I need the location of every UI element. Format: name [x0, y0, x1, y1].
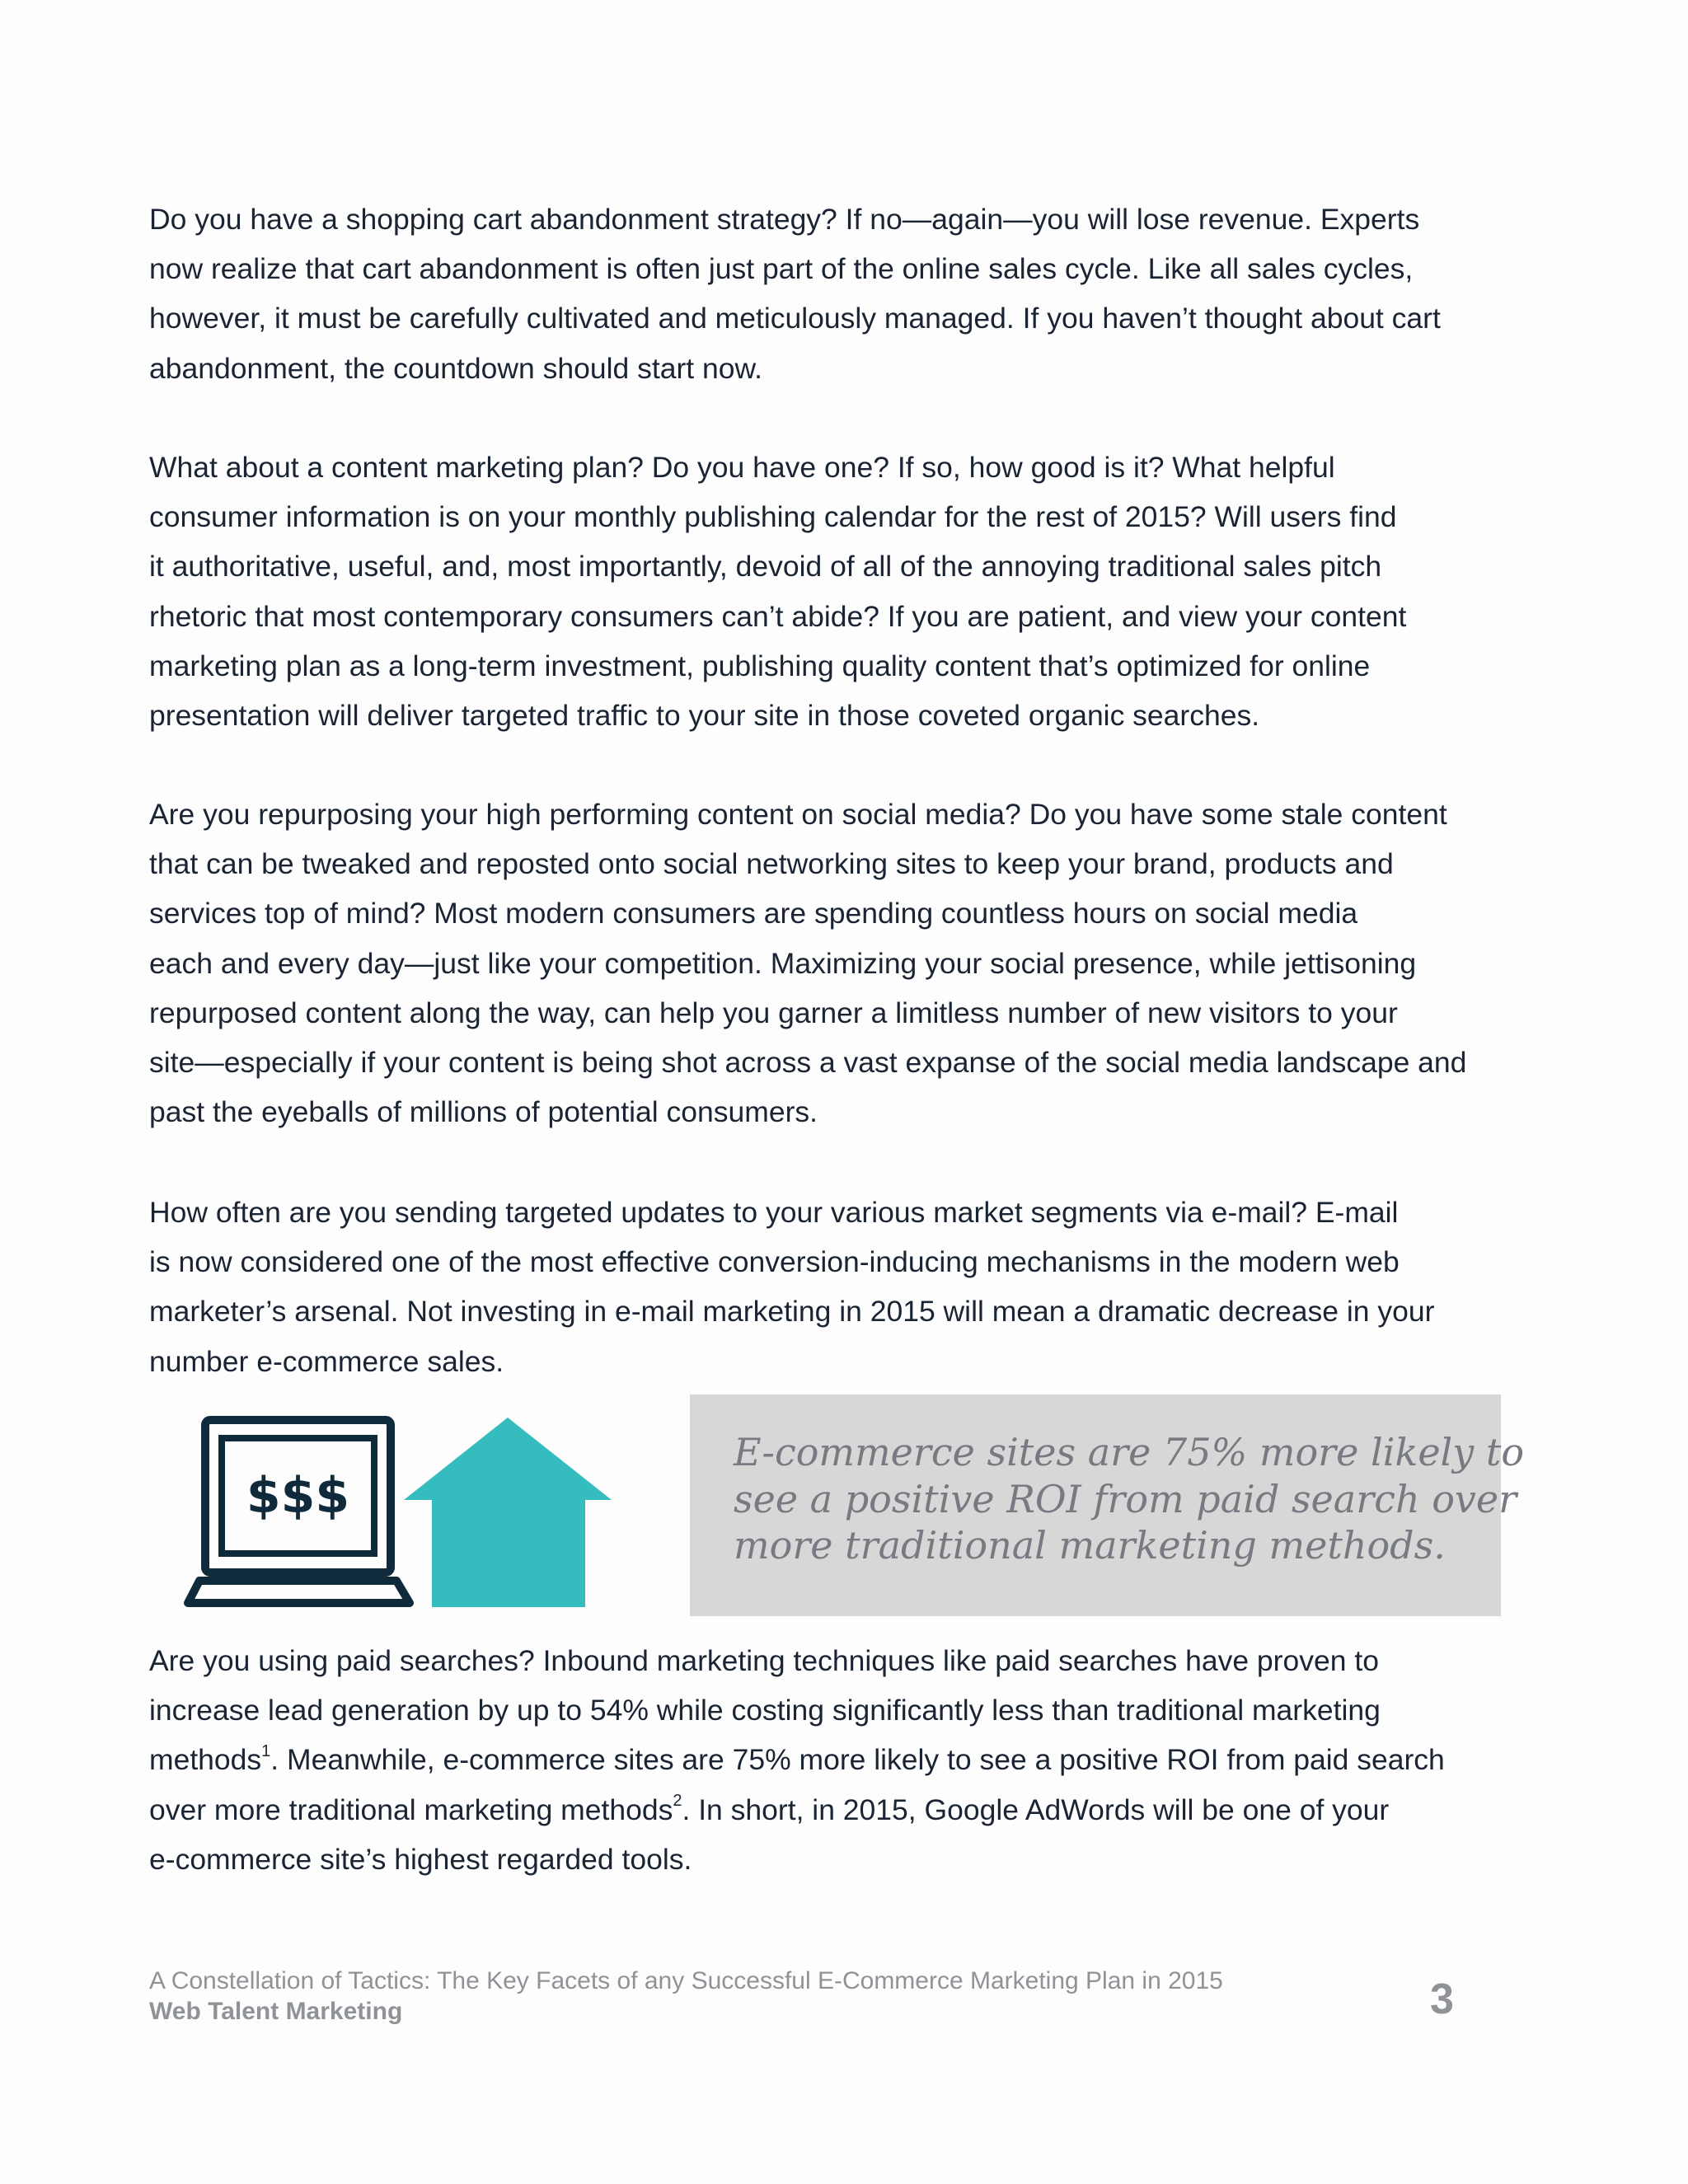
text-fragment: . In short, in 2015, Google AdWords will be one of your: [682, 1793, 1390, 1826]
footer-document-title: A Constellation of Tactics: The Key Facets of any Successful E-Commerce Marketing Plan in 2015: [149, 1967, 1223, 1994]
text-line: increase lead generation by up to 54% while costing significantly less than traditional marketing: [149, 1694, 1381, 1727]
up-arrow-icon: [404, 1418, 612, 1607]
page-number: 3: [1430, 1975, 1454, 2023]
text-line: is now considered one of the most effective conversion-inducing mechanisms in the modern web: [149, 1245, 1400, 1279]
text-line: past the eyeballs of millions of potential consumers.: [149, 1095, 818, 1129]
text-line: marketing plan as a long-term investment, publishing quality content that’s optimized for online: [149, 649, 1371, 682]
callout-line: E-commerce sites are 75% more likely to: [734, 1430, 1525, 1474]
text-line: now realize that cart abandonment is often just part of the online sales cycle. Like all sales cycles,: [149, 252, 1414, 286]
paragraph-content-marketing: [149, 443, 1550, 740]
text-line: number e-commerce sales.: [149, 1344, 504, 1378]
text-line: presentation will deliver targeted traffic to your site in those coveted organic searches.: [149, 699, 1260, 733]
text-line: consumer information is on your monthly publishing calendar for the rest of 2015? Will users find: [149, 500, 1397, 534]
text-line: Do you have a shopping cart abandonment strategy? If no—again—you will lose revenue. Experts: [149, 203, 1420, 236]
laptop-icon: [188, 1420, 410, 1603]
text-line: Are you using paid searches? Inbound marketing techniques like paid searches have proven to: [149, 1644, 1379, 1677]
callout-line: see a positive ROI from paid search over: [734, 1476, 1517, 1521]
text-fragment: . Meanwhile, e-commerce sites are 75% more likely to see a positive ROI from paid search: [270, 1743, 1445, 1777]
footer-brand-name: Web Talent Marketing: [149, 1998, 403, 2025]
roi-illustration-graphic: [183, 1409, 645, 1611]
text-line: each and every day—just like your competition. Maximizing your social presence, while jettisoning: [149, 946, 1417, 980]
text-line: marketer’s arsenal. Not investing in e-mail marketing in 2015 will mean a dramatic decrease in your: [149, 1295, 1435, 1329]
text-fragment: over more traditional marketing methods: [149, 1793, 673, 1826]
text-line: [149, 1735, 1550, 1784]
text-line: How often are you sending targeted updates to your various market segments via e-mail? E-mail: [149, 1196, 1399, 1229]
text-line: e-commerce site’s highest regarded tools.: [149, 1842, 692, 1876]
text-line: Are you repurposing your high performing content on social media? Do you have some stale content: [149, 798, 1447, 831]
statistic-callout: [690, 1394, 1525, 1616]
paragraph-social-media: [149, 790, 1550, 1137]
text-line: rhetoric that most contemporary consumers can’t abide? If you are patient, and view your content: [149, 599, 1407, 633]
paragraph-email-marketing: [149, 1188, 1550, 1386]
text-fragment: methods: [149, 1743, 262, 1777]
text-line: What about a content marketing plan? Do you have one? If so, how good is it? What helpful: [149, 451, 1335, 484]
text-line: abandonment, the countdown should start now.: [149, 351, 763, 385]
text-line: however, it must be carefully cultivated and meticulously managed. If you haven’t thought about cart: [149, 302, 1441, 335]
callout-line: more traditional marketing methods.: [734, 1523, 1446, 1568]
text-line: [149, 1785, 1550, 1835]
paragraph-cart-abandonment: [149, 194, 1550, 393]
text-line: repurposed content along the way, can help you garner a limitless number of new visitors to your: [149, 996, 1398, 1029]
footnote-marker: 1: [261, 1741, 271, 1760]
text-line: it authoritative, useful, and, most importantly, devoid of all of the annoying traditional sales pitch: [149, 550, 1382, 583]
text-line: that can be tweaked and reposted onto social networking sites to keep your brand, products and: [149, 847, 1394, 881]
text-line: site—especially if your content is being shot across a vast expanse of the social media landscape and: [149, 1046, 1467, 1080]
roi-illustration: [183, 1409, 645, 1611]
paragraph-paid-search: [149, 1636, 1550, 1884]
callout-quote: [734, 1429, 1525, 1569]
dollar-signs: $$$: [246, 1467, 350, 1525]
footnote-marker: 2: [673, 1791, 682, 1810]
text-line: services top of mind? Most modern consumers are spending countless hours on social media: [149, 897, 1358, 930]
